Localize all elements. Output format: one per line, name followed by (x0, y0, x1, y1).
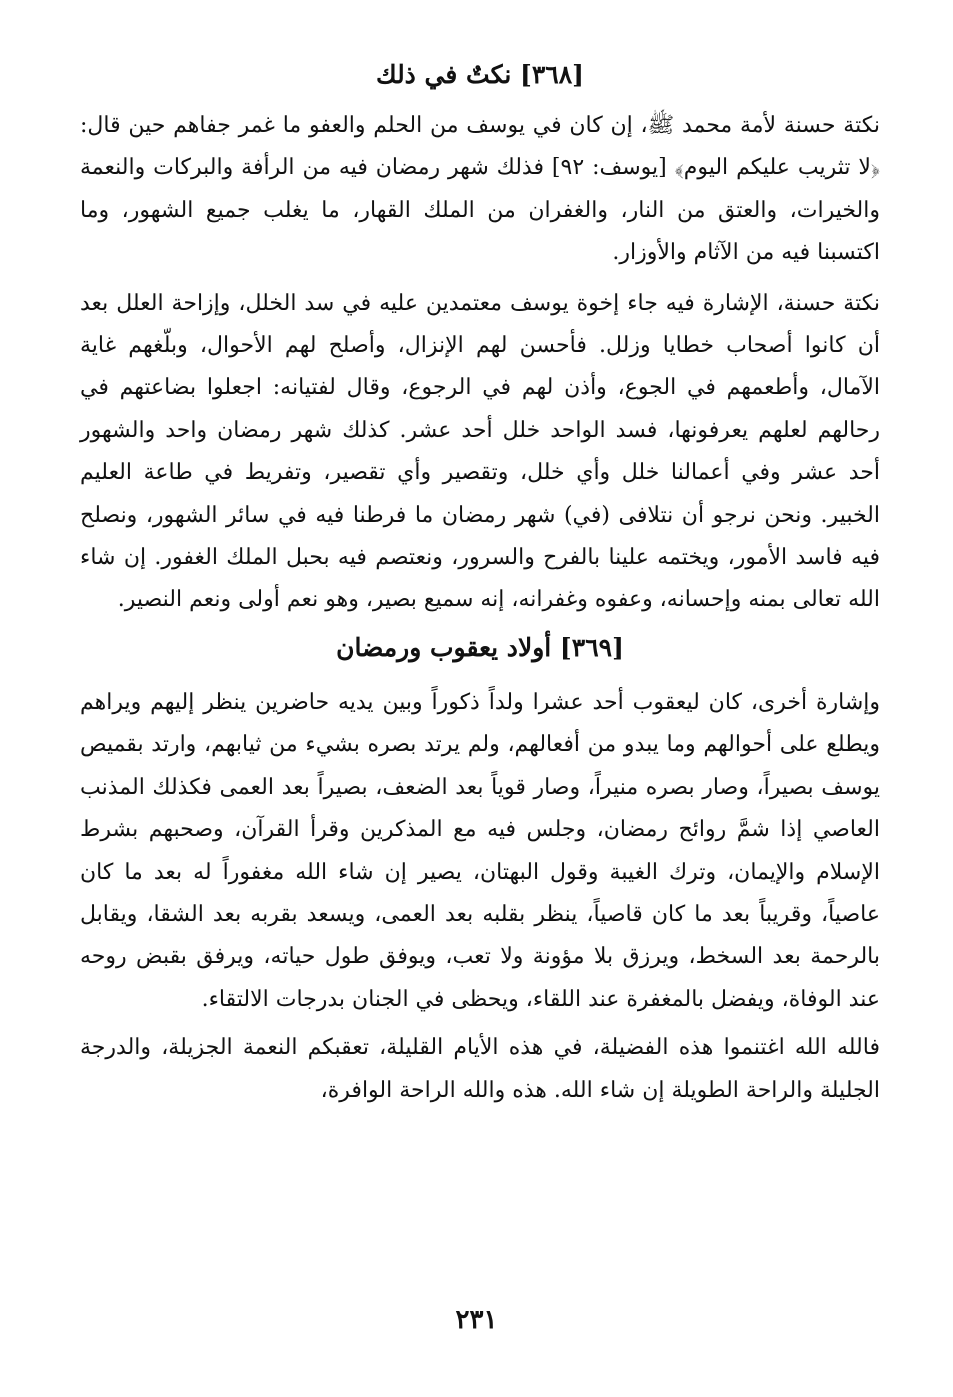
paragraph-2: نكتة حسنة، الإشارة فيه جاء إخوة يوسف معتمدين عليه في سد الخلل، وإزاحة العلل بعد أن كانوا أصحاب خطايا وزلل. فأحسن لهم الإنزال، وأصلح لهم الأحوال، وبلّغهم غاية الآمال، وأطعمهم في الجوع، وأذن لهم في الرجوع، وقال لفتيانه: اجعلوا بضاعتهم في رحالهم لعلهم يعرفونها، فسد الواحد خلل أحد عشر. كذلك شهر رمضان واحد والشهور أحد عشر وفي أعمالنا خلل وأي خلل، وتقصير وأي تقصير، وتفريط في طاعة العليم الخبير. ونحن نرجو أن نتلافى (في) شهر رمضان ما فرطنا فيه في سائر الشهور، ونصلح فيه فاسد الأمور، ويختمه علينا بالفرح والسرور، ونعتصم فيه بحبل الملك الغفور. إن شاء الله تعالى بمنه وإحسانه، وعفوه وغفرانه، إنه سميع بصير، وهو نعم أولى ونعم النصير. (80, 290, 880, 613)
section-heading-369: [٣٦٩] أولاد يعقوب ورمضان (336, 632, 624, 662)
page-number: ٢٣١ (455, 1305, 498, 1335)
book-page (80, 55, 880, 1355)
section-heading-368: [٣٦٨] نكتٌ في ذلك (376, 60, 584, 89)
paragraph-1: نكتة حسنة لأمة محمد ﷺ، إن كان في يوسف من الحلم والعفو ما غمر جفاهم حين قال: ﴿لا تثريب عليكم اليوم﴾ [يوسف: ٩٢] فذلك شهر رمضان فيه من الرأفة والبركات والنعمة والخيرات، والعتق من النار، والغفران من الملك القهار، ما يغلب جميع الشهور، وما اكتسبنا فيه من الآثام والأوزار. (80, 113, 880, 266)
paragraph-4: فالله الله اغتنموا هذه الفضيلة، في هذه الأيام القليلة، تعقبكم النعمة الجزيلة، والدرجة الجليلة والراحة الطويلة إن شاء الله. هذه والله الراحة الوافرة، (80, 1035, 880, 1103)
paragraph-3: وإشارة أخرى، كان ليعقوب أحد عشرا ولداً ذكوراً وبين يديه حاضرين ينظر إليهم ويراهم ويطلع على أحوالهم وما يبدو من أفعالهم، ولم يرتد بصره بشيء من ثيابهم، وارتد بقميص يوسف بصيراً، وصار بصره منيراً، وصار قوياً بعد الضعف، بصيراً بعد العمى فكذلك المذنب العاصي إذا شمَّ روائح رمضان، وجلس فيه مع المذكرين وقرأ القرآن، وصحبهم بشرط الإسلام والإيمان، وترك الغيبة وقول البهتان، يصير إن شاء الله مغفوراً له بعد ما كان عاصياً، وقريباً بعد ما كان قاصياً، ينظر بقلبه بعد العمى، ويسعد بقربه بعد الشقا، ويقابل بالرحمة بعد السخط، ويرزق بلا مؤونة ولا تعب، ويوفق طول حياته، ويرفق بقبض روحه عند الوفاة، ويفضل بالمغفرة عند اللقاء، ويحظى في الجنان بدرجات الالتقاء. (80, 689, 880, 1012)
